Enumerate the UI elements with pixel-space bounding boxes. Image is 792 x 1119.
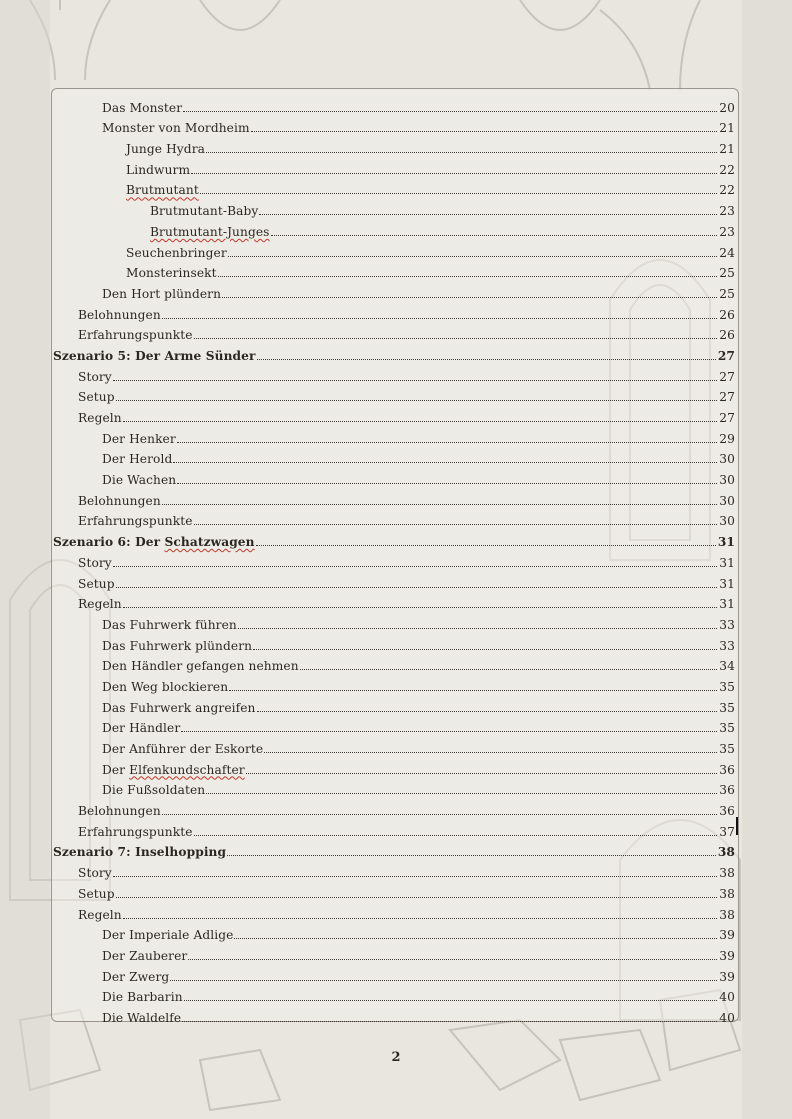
toc-dot-leader bbox=[251, 131, 718, 132]
toc-entry-title: Setup bbox=[78, 886, 115, 901]
toc-entry[interactable] bbox=[53, 260, 737, 281]
toc-entry-title: Regeln bbox=[78, 907, 122, 922]
toc-entry[interactable] bbox=[53, 942, 737, 963]
toc-page-number: 36 bbox=[719, 762, 735, 777]
toc-dot-leader bbox=[227, 855, 716, 856]
text-cursor bbox=[736, 817, 738, 835]
toc-entry[interactable] bbox=[53, 239, 737, 260]
toc-dot-leader bbox=[116, 400, 718, 401]
toc-page-number: 21 bbox=[719, 121, 735, 136]
toc-page-number: 23 bbox=[719, 224, 735, 239]
toc-entry-title: Belohnungen bbox=[78, 804, 161, 819]
toc-entry[interactable] bbox=[53, 301, 737, 322]
toc-entry[interactable] bbox=[53, 197, 737, 218]
page-number: 2 bbox=[391, 1050, 401, 1065]
toc-entry-title: Den Weg blockieren bbox=[102, 679, 229, 694]
toc-entry-title: Den Hort plündern bbox=[102, 286, 222, 301]
toc-dot-leader bbox=[116, 587, 718, 588]
toc-page-number: 25 bbox=[719, 266, 735, 281]
toc-entry-title: Story bbox=[78, 555, 112, 570]
toc-dot-leader bbox=[257, 711, 718, 712]
toc-entry[interactable] bbox=[53, 177, 737, 198]
toc-entry[interactable] bbox=[53, 508, 737, 529]
toc-entry-title: Der Zauberer bbox=[102, 948, 188, 963]
toc-entry[interactable] bbox=[53, 135, 737, 156]
toc-page-number: 35 bbox=[719, 679, 735, 694]
toc-entry[interactable] bbox=[53, 632, 737, 653]
toc-dot-leader bbox=[170, 980, 717, 981]
toc-entry-title: Die Fußsoldaten bbox=[102, 783, 206, 798]
toc-dot-leader bbox=[162, 504, 718, 505]
toc-dot-leader bbox=[181, 731, 717, 732]
toc-chapter-entry[interactable] bbox=[53, 839, 737, 860]
toc-dot-leader bbox=[113, 380, 717, 381]
toc-page-number: 27 bbox=[719, 369, 735, 384]
toc-entry[interactable] bbox=[53, 735, 737, 756]
toc-dot-leader bbox=[300, 669, 718, 670]
toc-entry-title: Die Wachen bbox=[102, 473, 177, 488]
toc-entry-title: Das Fuhrwerk angreifen bbox=[102, 700, 256, 715]
toc-entry-title: Der Elfenkundschafter bbox=[102, 762, 245, 777]
toc-entry[interactable] bbox=[53, 818, 737, 839]
toc-entry-title: Brutmutant-Junges bbox=[150, 224, 270, 239]
toc-entry[interactable] bbox=[53, 984, 737, 1005]
toc-entry[interactable] bbox=[53, 777, 737, 798]
toc-entry-title: Regeln bbox=[78, 597, 122, 612]
toc-page-number: 30 bbox=[719, 473, 735, 488]
toc-dot-leader bbox=[259, 214, 717, 215]
toc-entry[interactable] bbox=[53, 570, 737, 591]
toc-dot-leader bbox=[206, 793, 717, 794]
toc-entry-title: Setup bbox=[78, 390, 115, 405]
toc-entry-title: Das Fuhrwerk plündern bbox=[102, 638, 253, 653]
toc-dot-leader bbox=[206, 152, 717, 153]
toc-page-number: 29 bbox=[719, 431, 735, 446]
toc-dot-leader bbox=[257, 359, 716, 360]
toc-page-number: 20 bbox=[719, 100, 735, 115]
toc-entry[interactable] bbox=[53, 549, 737, 570]
toc-entry[interactable] bbox=[53, 218, 737, 239]
toc-page-number: 22 bbox=[719, 162, 735, 177]
toc-dot-leader bbox=[228, 256, 718, 257]
toc-dot-leader bbox=[256, 545, 716, 546]
toc-dot-leader bbox=[173, 462, 717, 463]
toc-page-number: 27 bbox=[719, 411, 735, 425]
toc-entry-title: Junge Hydra bbox=[126, 142, 205, 157]
toc-dot-leader bbox=[162, 814, 718, 815]
toc-chapter-entry[interactable] bbox=[53, 528, 737, 549]
toc-page-number: 38 bbox=[719, 907, 735, 922]
toc-entry[interactable] bbox=[53, 280, 737, 301]
toc-page-number: 21 bbox=[719, 142, 735, 157]
toc-page-number: 31 bbox=[719, 597, 735, 612]
toc-entry-title: Brutmutant bbox=[126, 183, 199, 198]
toc-page-number: 38 bbox=[717, 845, 735, 860]
toc-dot-leader bbox=[113, 876, 717, 877]
toc-page-number: 36 bbox=[719, 783, 735, 798]
toc-entry-title: Story bbox=[78, 866, 112, 881]
toc-entry[interactable] bbox=[53, 653, 737, 674]
toc-entry-title: Der Herold bbox=[102, 452, 173, 467]
toc-page-number: 38 bbox=[719, 866, 735, 881]
toc-dot-leader bbox=[123, 607, 718, 608]
toc-page-number: 30 bbox=[719, 514, 735, 529]
toc-entry-title: Die Waldelfe bbox=[102, 1010, 182, 1025]
toc-entry-title: Monster von Mordheim bbox=[102, 121, 250, 136]
toc-page-number: 35 bbox=[719, 721, 735, 736]
toc-entry-title: Der Henker bbox=[102, 431, 176, 446]
toc-entry-title: Regeln bbox=[78, 411, 122, 425]
toc-dot-leader bbox=[182, 1021, 717, 1022]
toc-dot-leader bbox=[177, 442, 717, 443]
toc-page-number: 30 bbox=[719, 493, 735, 508]
toc-dot-leader bbox=[194, 835, 718, 836]
toc-entry[interactable] bbox=[53, 446, 737, 467]
toc-entry-title: Belohnungen bbox=[78, 307, 161, 322]
toc-entry[interactable] bbox=[53, 963, 737, 984]
toc-entry-title: Das Monster bbox=[102, 100, 183, 115]
toc-entry[interactable] bbox=[53, 922, 737, 943]
toc-page-number: 25 bbox=[719, 286, 735, 301]
toc-entry-title: Szenario 5: Der Arme Sünder bbox=[53, 348, 256, 363]
toc-dot-leader bbox=[253, 649, 717, 650]
toc-entry[interactable] bbox=[53, 466, 737, 487]
toc-entry[interactable] bbox=[53, 591, 737, 612]
toc-dot-leader bbox=[184, 1000, 718, 1001]
toc-entry-title: Erfahrungspunkte bbox=[78, 514, 193, 529]
toc-dot-leader bbox=[222, 297, 717, 298]
toc-entry-title: Erfahrungspunkte bbox=[78, 824, 193, 839]
toc-page-number: 40 bbox=[719, 990, 735, 1005]
toc-page-number: 33 bbox=[719, 617, 735, 632]
toc-entry[interactable] bbox=[53, 880, 737, 901]
toc-dot-leader bbox=[246, 773, 718, 774]
toc-entry[interactable] bbox=[53, 611, 737, 632]
toc-entry-title: Erfahrungspunkte bbox=[78, 328, 193, 343]
toc-page-number: 26 bbox=[719, 307, 735, 322]
toc-page-number: 35 bbox=[719, 742, 735, 756]
toc-dot-leader bbox=[123, 421, 718, 422]
toc-page-number: 39 bbox=[719, 928, 735, 943]
toc-dot-leader bbox=[194, 338, 718, 339]
toc-page-number: 22 bbox=[719, 183, 735, 198]
toc-page-number: 31 bbox=[717, 535, 735, 550]
toc-dot-leader bbox=[229, 690, 717, 691]
toc-entry[interactable] bbox=[53, 487, 737, 508]
spellcheck-word: Elfenkundschafter bbox=[129, 762, 245, 777]
toc-entry[interactable] bbox=[53, 363, 737, 384]
toc-dot-leader bbox=[238, 628, 717, 629]
toc-dot-leader bbox=[177, 483, 717, 484]
toc-page-number: 39 bbox=[719, 948, 735, 963]
toc-dot-leader bbox=[183, 111, 717, 112]
toc-page-number: 35 bbox=[719, 700, 735, 715]
toc-entry-title: Die Barbarin bbox=[102, 990, 183, 1005]
toc-page-number: 31 bbox=[719, 555, 735, 570]
toc-entry-title: Der Zwerg bbox=[102, 969, 170, 984]
toc-dot-leader bbox=[218, 276, 718, 277]
toc-page-number: 23 bbox=[719, 204, 735, 219]
toc-page-number: 38 bbox=[719, 886, 735, 901]
toc-chapter-entry[interactable] bbox=[53, 342, 737, 363]
toc-dot-leader bbox=[271, 235, 718, 236]
toc-dot-leader bbox=[200, 193, 717, 194]
toc-entry[interactable] bbox=[53, 425, 737, 446]
spellcheck-word: Schatzwagen bbox=[164, 535, 255, 550]
toc-entry[interactable] bbox=[53, 797, 737, 818]
toc-dot-leader bbox=[234, 938, 717, 939]
toc-page-number: 37 bbox=[719, 824, 735, 839]
toc-entry-title: Der Händler bbox=[102, 721, 181, 736]
toc-entry-title: Der Imperiale Adlige bbox=[102, 928, 234, 943]
toc-entry[interactable] bbox=[53, 715, 737, 736]
toc-dot-leader bbox=[264, 752, 717, 753]
toc-dot-leader bbox=[191, 173, 717, 174]
toc-dot-leader bbox=[194, 524, 718, 525]
toc-page-number: 24 bbox=[719, 245, 735, 260]
toc-entry[interactable] bbox=[53, 384, 737, 405]
toc-entry[interactable] bbox=[53, 673, 737, 694]
toc-entry[interactable] bbox=[53, 115, 737, 136]
toc-entry-title: Der Anführer der Eskorte bbox=[102, 742, 264, 756]
toc-page-number: 40 bbox=[719, 1010, 735, 1025]
toc-dot-leader bbox=[113, 566, 717, 567]
toc-entry-title: Lindwurm bbox=[126, 162, 191, 177]
toc-dot-leader bbox=[188, 959, 717, 960]
toc-entry[interactable] bbox=[53, 1004, 737, 1025]
toc-page-number: 33 bbox=[719, 638, 735, 653]
toc-entry-title: Setup bbox=[78, 576, 115, 591]
toc-page-number: 26 bbox=[719, 328, 735, 343]
toc-entry-title: Monsterinsekt bbox=[126, 266, 217, 281]
toc-page-number: 39 bbox=[719, 969, 735, 984]
toc-entry[interactable] bbox=[53, 322, 737, 343]
toc-entry[interactable] bbox=[53, 859, 737, 880]
toc-entry[interactable] bbox=[53, 756, 737, 777]
table-of-contents bbox=[53, 94, 737, 1025]
toc-dot-leader bbox=[116, 897, 718, 898]
toc-dot-leader bbox=[123, 918, 718, 919]
toc-entry-title: Brutmutant-Baby bbox=[150, 204, 259, 219]
toc-entry-title: Belohnungen bbox=[78, 493, 161, 508]
toc-entry-title: Szenario 6: Der Schatzwagen bbox=[53, 535, 255, 550]
toc-entry-title: Story bbox=[78, 369, 112, 384]
toc-page-number: 30 bbox=[719, 452, 735, 467]
toc-entry[interactable] bbox=[53, 156, 737, 177]
toc-dot-leader bbox=[162, 318, 718, 319]
toc-entry[interactable] bbox=[53, 94, 737, 115]
toc-entry[interactable] bbox=[53, 694, 737, 715]
toc-entry-title: Das Fuhrwerk führen bbox=[102, 617, 237, 632]
toc-entry-title: Seuchenbringer bbox=[126, 245, 227, 260]
toc-entry[interactable] bbox=[53, 901, 737, 922]
toc-page-number: 31 bbox=[719, 576, 735, 591]
toc-page-number: 27 bbox=[717, 348, 735, 363]
toc-page-number: 27 bbox=[719, 390, 735, 405]
toc-entry-title: Den Händler gefangen nehmen bbox=[102, 659, 299, 674]
toc-page-number: 34 bbox=[719, 659, 735, 674]
toc-entry-title: Szenario 7: Inselhopping bbox=[53, 845, 227, 860]
toc-page-number: 36 bbox=[719, 804, 735, 819]
toc-entry[interactable] bbox=[53, 404, 737, 425]
